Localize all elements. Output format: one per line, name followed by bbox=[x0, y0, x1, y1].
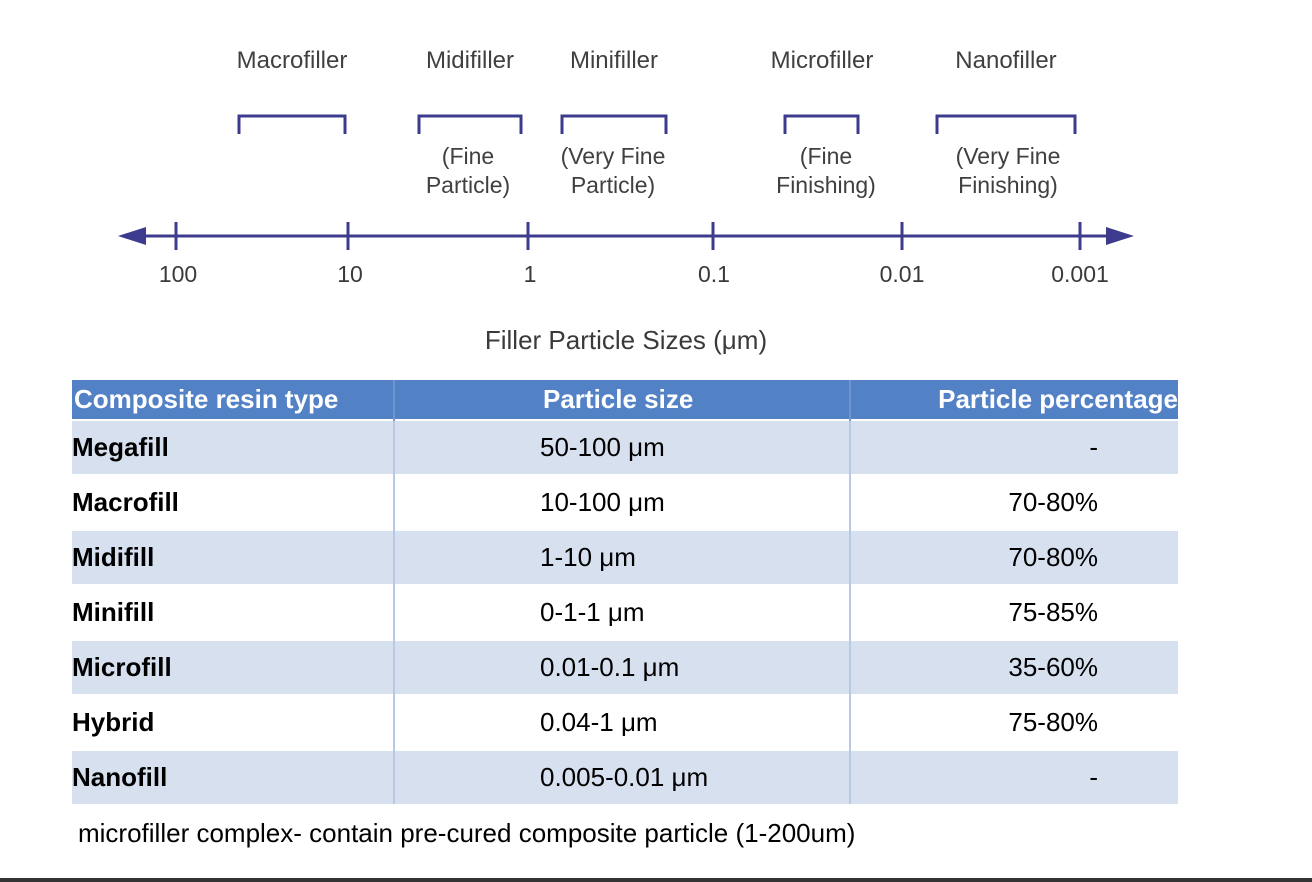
header-composite-resin-type: Composite resin type bbox=[72, 380, 394, 420]
bracket-nanofiller bbox=[937, 116, 1075, 134]
header-particle-size: Particle size bbox=[394, 380, 850, 420]
table-row bbox=[72, 475, 1178, 530]
category-desc-microfiller-line1: (Fine bbox=[799, 143, 853, 169]
cell-resin-type: Megafill bbox=[72, 420, 394, 475]
cell-particle-size: 0-1-1 μm bbox=[394, 585, 850, 640]
caption-note: microfiller complex- contain pre-cured composite particle (1-200um) bbox=[78, 818, 856, 848]
cell-particle-percentage: - bbox=[850, 420, 1178, 475]
category-label-nanofiller: Nanofiller bbox=[955, 47, 1057, 74]
table-row bbox=[72, 585, 1178, 640]
cell-particle-percentage: 70-80% bbox=[850, 530, 1178, 585]
cell-resin-type: Minifill bbox=[72, 585, 394, 640]
category-desc-microfiller-line2: Finishing) bbox=[776, 172, 876, 198]
tick-label-1: 1 bbox=[523, 261, 537, 287]
cell-particle-percentage: 75-80% bbox=[850, 695, 1178, 750]
cell-particle-size: 0.01-0.1 μm bbox=[394, 640, 850, 695]
bottom-divider bbox=[0, 878, 1312, 882]
axis-title: Filler Particle Sizes (μm) bbox=[484, 325, 768, 355]
table-row bbox=[72, 640, 1178, 695]
header-particle-percentage: Particle percentage bbox=[850, 380, 1178, 420]
axis-arrow-right bbox=[1106, 227, 1134, 245]
bracket-midifiller bbox=[419, 116, 521, 134]
category-desc-nanofiller-line1: (Very Fine bbox=[955, 143, 1061, 169]
cell-resin-type: Midifill bbox=[72, 530, 394, 585]
cell-resin-type: Hybrid bbox=[72, 695, 394, 750]
table-row bbox=[72, 530, 1178, 585]
filler-size-scale bbox=[0, 0, 1312, 370]
cell-particle-percentage: 75-85% bbox=[850, 585, 1178, 640]
table-row bbox=[72, 750, 1178, 804]
bracket-macrofiller bbox=[239, 116, 345, 134]
category-label-midifiller: Midifiller bbox=[425, 47, 515, 74]
tick-label-100: 100 bbox=[158, 261, 198, 287]
table-header-row bbox=[72, 380, 1178, 420]
cell-particle-percentage: 70-80% bbox=[850, 475, 1178, 530]
cell-resin-type: Nanofill bbox=[72, 750, 394, 804]
category-desc-minifiller-line1: (Very Fine bbox=[560, 143, 666, 169]
bracket-minifiller bbox=[562, 116, 666, 134]
axis-arrow-left bbox=[118, 227, 146, 245]
category-label-microfiller: Microfiller bbox=[770, 47, 874, 74]
composite-resin-table bbox=[72, 380, 1178, 804]
bracket-microfiller bbox=[785, 116, 858, 134]
category-label-minifiller: Minifiller bbox=[569, 47, 659, 74]
tick-label-10: 10 bbox=[337, 261, 363, 287]
table-row bbox=[72, 695, 1178, 750]
cell-particle-size: 50-100 μm bbox=[394, 420, 850, 475]
cell-resin-type: Microfill bbox=[72, 640, 394, 695]
category-label-macrofiller: Macrofiller bbox=[236, 47, 348, 74]
tick-label-0.1: 0.1 bbox=[698, 261, 730, 287]
table-row bbox=[72, 420, 1178, 475]
category-desc-midifiller-line2: Particle) bbox=[425, 172, 511, 198]
tick-label-0.001: 0.001 bbox=[1051, 261, 1109, 287]
cell-particle-size: 0.005-0.01 μm bbox=[394, 750, 850, 804]
tick-label-0.01: 0.01 bbox=[879, 261, 925, 287]
cell-particle-percentage: 35-60% bbox=[850, 640, 1178, 695]
cell-particle-size: 0.04-1 μm bbox=[394, 695, 850, 750]
cell-particle-size: 1-10 μm bbox=[394, 530, 850, 585]
cell-resin-type: Macrofill bbox=[72, 475, 394, 530]
scale-axis bbox=[118, 222, 1134, 250]
cell-particle-percentage: - bbox=[850, 750, 1178, 804]
category-desc-nanofiller-line2: Finishing) bbox=[958, 172, 1058, 198]
category-desc-midifiller-line1: (Fine bbox=[441, 143, 495, 169]
category-desc-minifiller-line2: Particle) bbox=[570, 172, 656, 198]
cell-particle-size: 10-100 μm bbox=[394, 475, 850, 530]
